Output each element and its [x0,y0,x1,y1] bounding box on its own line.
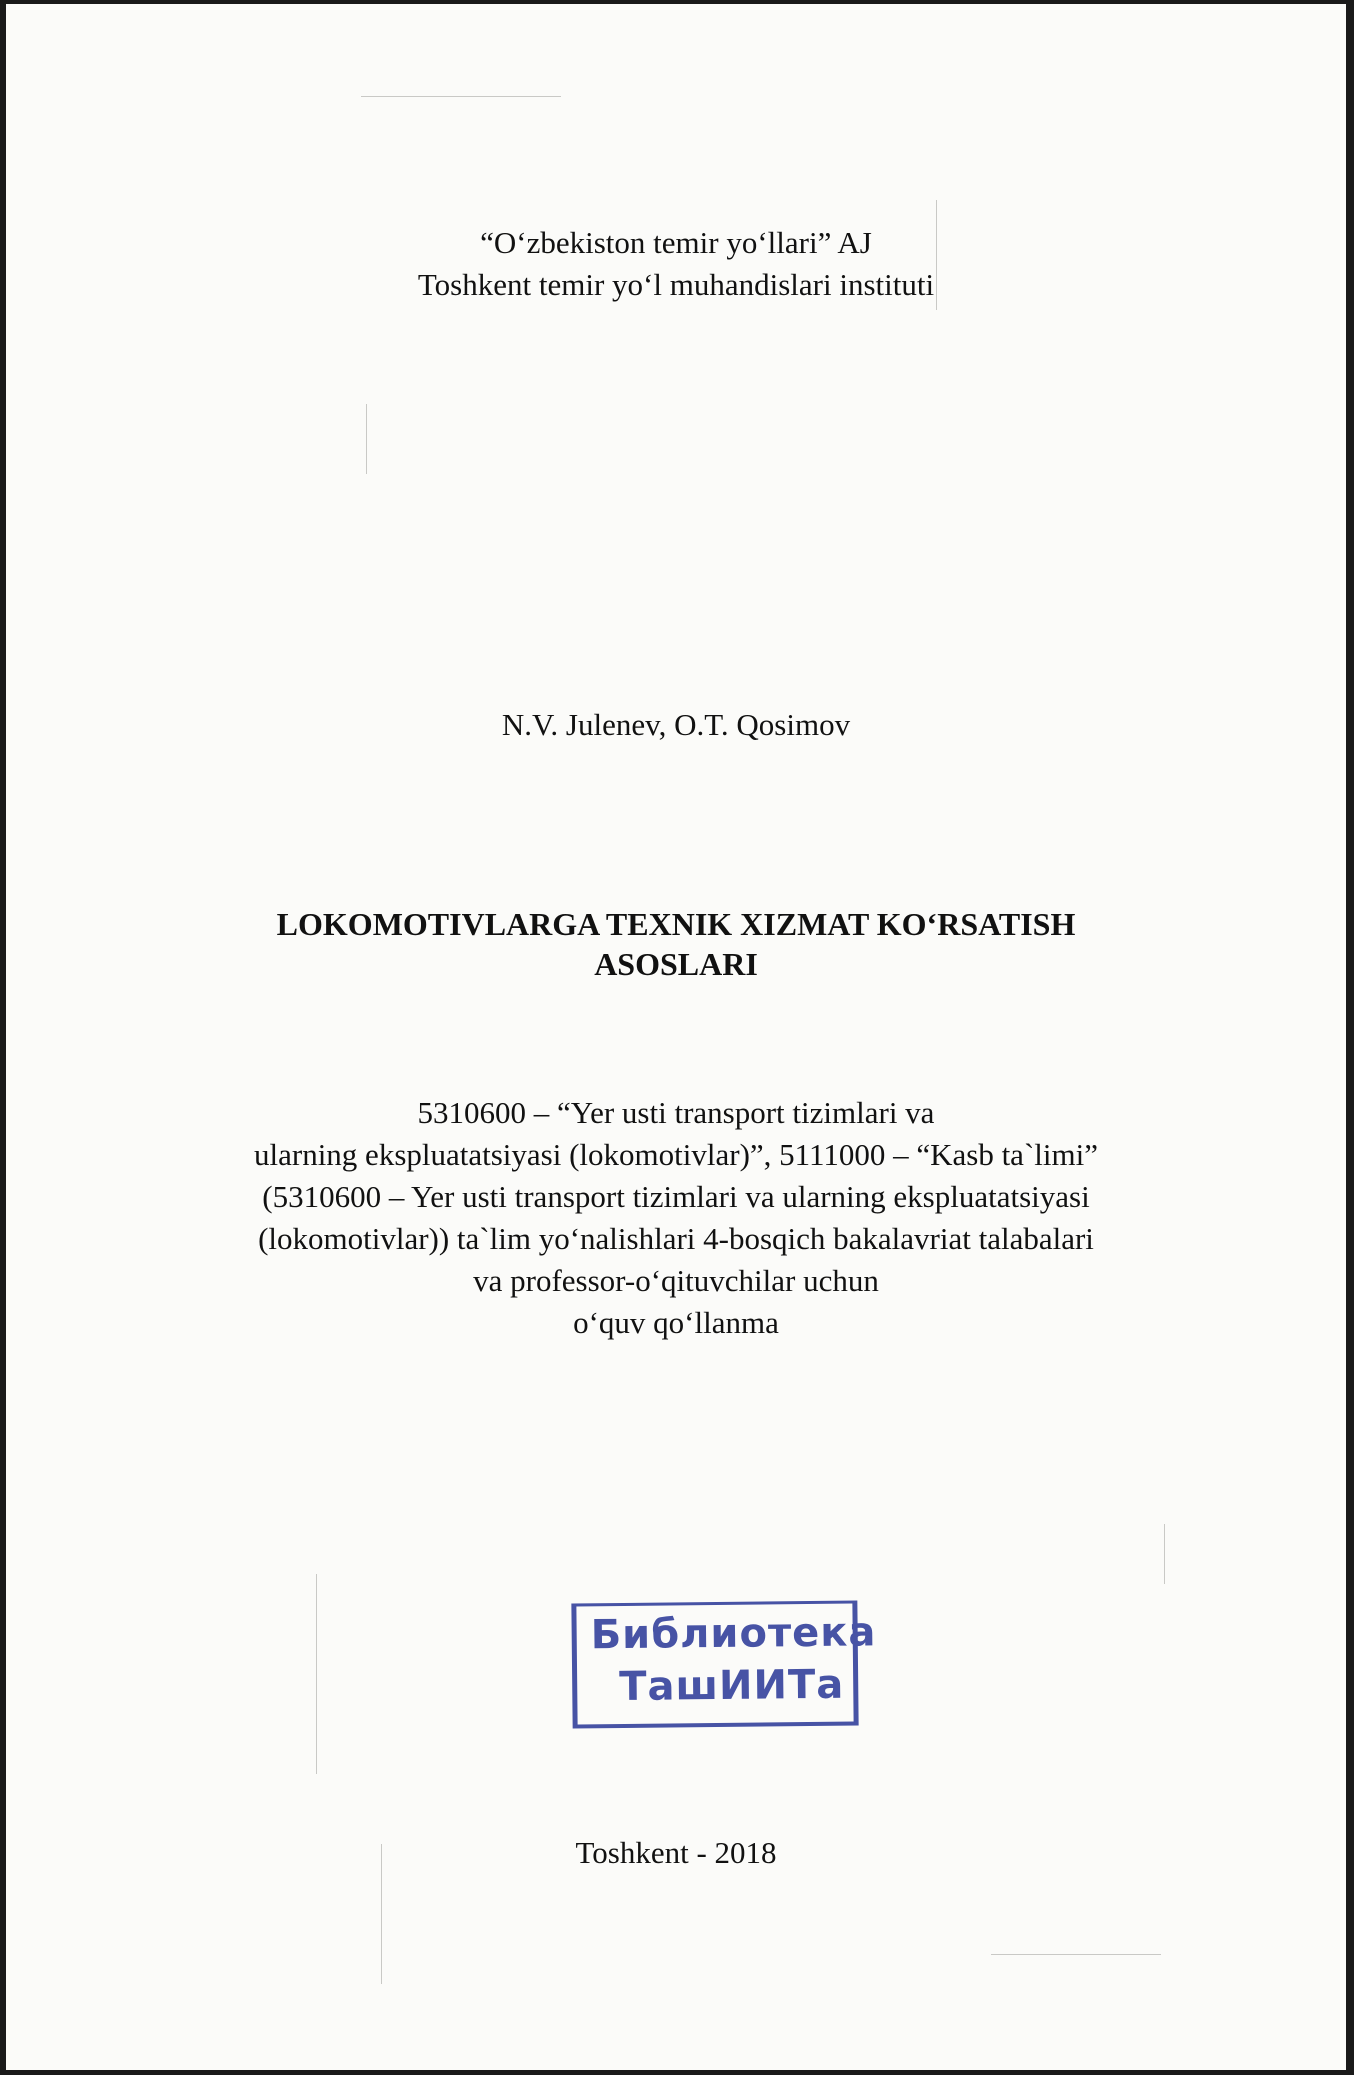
scan-artifact [1164,1524,1165,1584]
stamp-line-2: ТашИИТа [618,1661,845,1711]
organization-name: “O‘zbekiston temir yo‘llari” AJ [480,225,872,260]
description-line-5: va professor-o‘qituvchilar uchun [473,1263,879,1298]
description-line-1: 5310600 – “Yer usti transport tizimlari va [417,1095,935,1130]
scan-artifact [366,404,367,474]
description-line-3: (5310600 – Yer usti transport tizimlari va ularning ekspluatatsiyasi [262,1179,1090,1214]
description-line-6: o‘quv qo‘llanma [573,1305,779,1340]
city-year: Toshkent - 2018 [575,1835,777,1870]
description-line-2: ularning ekspluatatsiyasi (lokomotivlar)”, 5111000 – “Kasb ta`limi” [254,1137,1098,1172]
institute-name: Toshkent temir yo‘l muhandislari instituti [417,267,935,302]
scan-artifact [361,96,561,97]
stamp-line-1: Библиотека [590,1609,877,1659]
authors: N.V. Julenev, O.T. Qosimov [501,707,851,742]
library-stamp [571,1601,877,1729]
scan-artifact [316,1574,317,1774]
description-line-4: (lokomotivlar)) ta`lim yo‘nalishlari 4-bosqich bakalavriat talabalari [258,1221,1094,1256]
scan-artifact [991,1954,1161,1955]
book-title-line-2: ASOSLARI [594,946,758,982]
title-page [6,4,1346,2070]
book-title-line-1: LOKOMOTIVLARGA TEXNIK XIZMAT KO‘RSATISH [276,906,1076,942]
